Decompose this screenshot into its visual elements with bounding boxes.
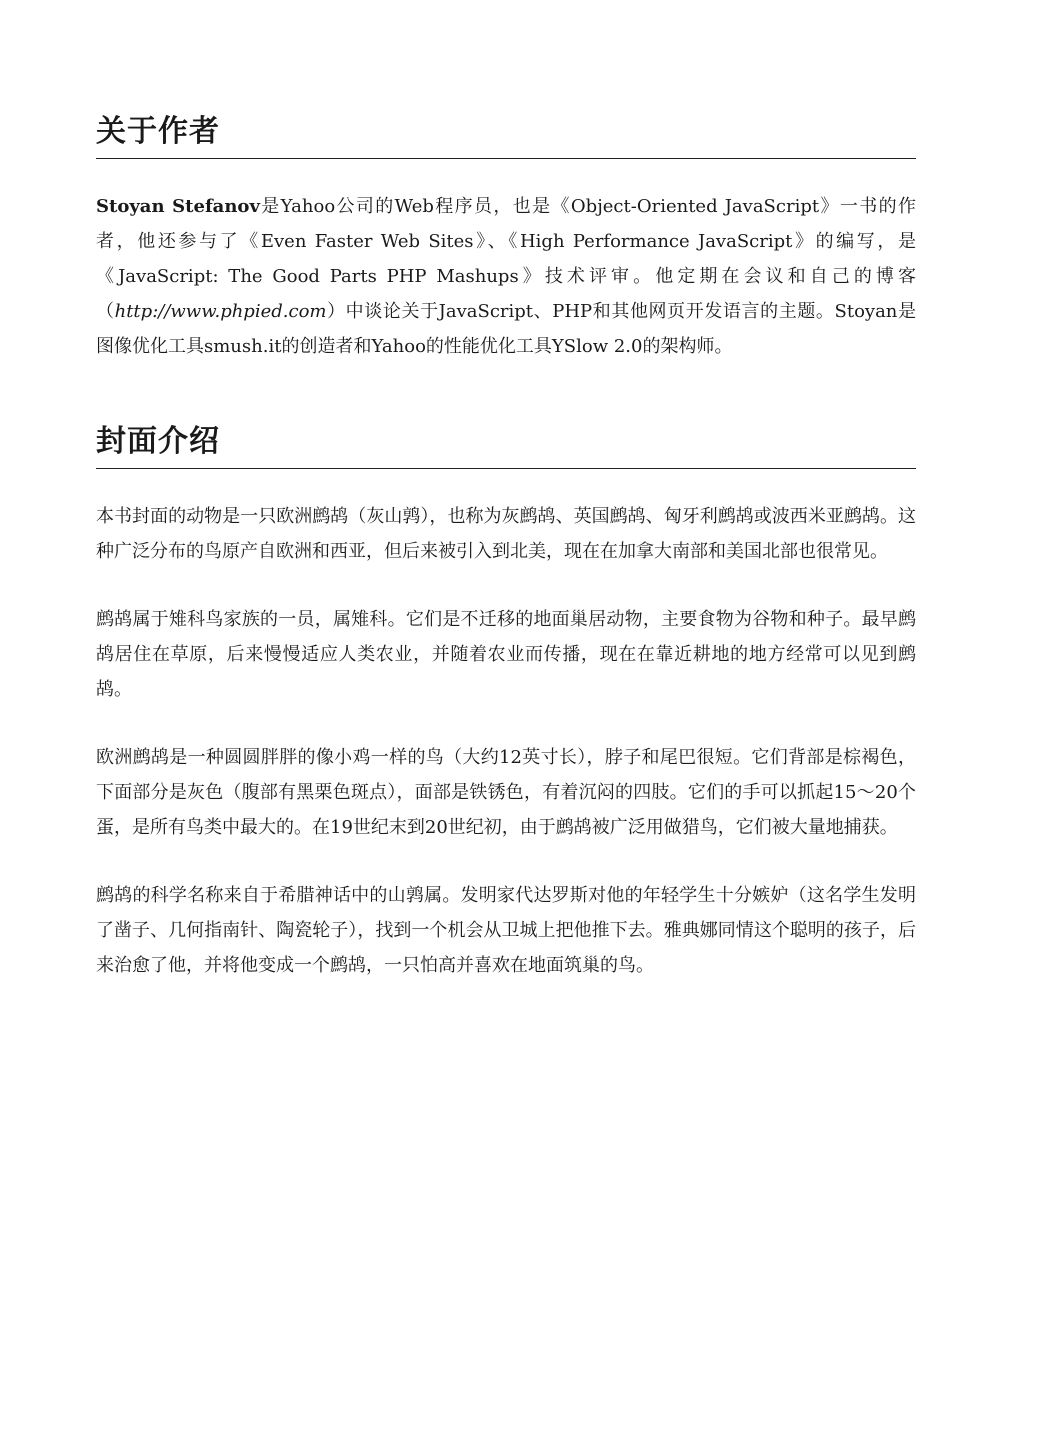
author-bio-text-2: ）中谈论关于JavaScript、PHP和其他网页开发语言的主题。Stoyan是图像优化工具smush.it的创造者和Yahoo的性能优化工具YSlow 2.0的架构师。: [96, 301, 916, 357]
page-content: [96, 112, 916, 1041]
cover-paragraph-1: 本书封面的动物是一只欧洲鹧鸪（灰山鹑），也称为灰鹧鸪、英国鹧鸪、匈牙利鹧鸪或波西米亚鹧鸪。这种广泛分布的鸟原产自欧洲和西亚，但后来被引入到北美，现在在加拿大南部和美国北部也很常见。: [96, 506, 916, 562]
cover-heading: 封面介绍: [96, 422, 916, 469]
about-author-heading: 关于作者: [96, 112, 916, 159]
cover-paragraph-3: 欧洲鹧鸪是一种圆圆胖胖的像小鸡一样的鸟（大约12英寸长），脖子和尾巴很短。它们背部是棕褐色，下面部分是灰色（腹部有黑栗色斑点），面部是铁锈色，有着沉闷的四肢。它们的手可以抓起15～20个蛋，是所有鸟类中最大的。在19世纪末到20世纪初，由于鹧鸪被广泛用做猎鸟，它们被大量地捕获。: [96, 747, 916, 838]
author-bio-paragraph: [96, 189, 916, 364]
author-name: Stoyan Stefanov: [96, 196, 260, 217]
about-author-section: [96, 112, 916, 364]
author-blog-url: http://www.phpied.com: [114, 301, 327, 322]
cover-paragraph-4: 鹧鸪的科学名称来自于希腊神话中的山鹑属。发明家代达罗斯对他的年轻学生十分嫉妒（这名学生发明了凿子、几何指南针、陶瓷轮子），找到一个机会从卫城上把他推下去。雅典娜同情这个聪明的孩子，后来治愈了他，并将他变成一个鹧鸪，一只怕高并喜欢在地面筑巢的鸟。: [96, 885, 916, 976]
author-bio-text-1: 是Yahoo公司的Web程序员，也是《Object-Oriented JavaScript》一书的作者，他还参与了《Even Faster Web Sites》、《High Performance JavaScript》的编写，是《JavaScript: The Good Parts PHP Mashups》技术评审。他定期在会议和自己的博客（: [96, 196, 916, 322]
cover-paragraph-2: 鹧鸪属于雉科鸟家族的一员，属雉科。它们是不迁移的地面巢居动物，主要食物为谷物和种子。最早鹧鸪居住在草原，后来慢慢适应人类农业，并随着农业而传播，现在在靠近耕地的地方经常可以见到鹧鸪。: [96, 609, 916, 700]
cover-section: [96, 422, 916, 983]
